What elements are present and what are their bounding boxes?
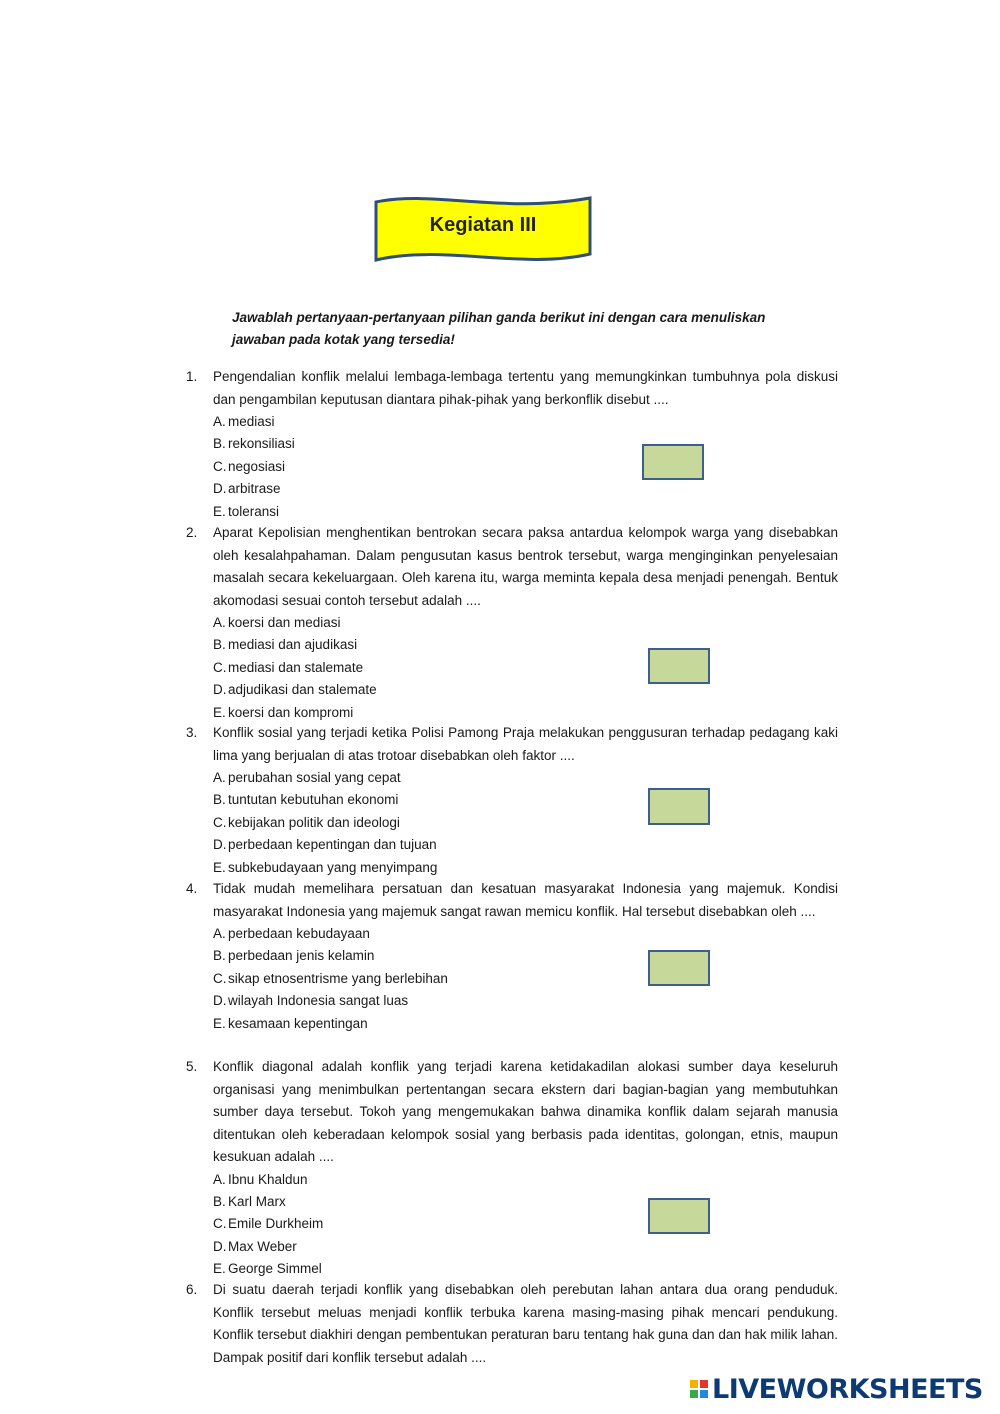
option-d: D. wilayah Indonesia sangat luas (213, 993, 409, 1009)
option-e: E. koersi dan kompromi (213, 704, 354, 720)
question-number: 4. (186, 881, 198, 896)
option-a: A. mediasi (213, 414, 275, 429)
option-a: A. perbedaan kebudayaan (213, 926, 370, 941)
option-e: E. subkebudayaan yang menyimpang (213, 859, 438, 875)
question-4 (186, 878, 838, 1035)
logo-icon (690, 1380, 708, 1398)
answer-box-2[interactable] (648, 648, 710, 684)
option-b: B. tuntutan kebutuhan ekonomi (213, 792, 399, 808)
option-a: A. Ibnu Khaldun (213, 1171, 308, 1187)
question-2 (186, 522, 838, 724)
page-title: Kegiatan III (429, 214, 537, 236)
question-text: Konflik diagonal adalah konflik yang terjadi karena ketidakadilan alokasi sumber daya keseluruh organisasi yang menimbulkan pertentangan secara ekstern dari bagian-bagian yang membutuhkan sumber daya tersebut. Tokoh yang mengemukakan bahwa dinamika konflik dalam sejarah manusia ditentukan oleh keberadaan kelompok sosial yang berbasis pada identitas, golongan, etnis, maupun kesukuan adalah .... (213, 1059, 838, 1164)
question-number: 3. (186, 725, 198, 740)
question-5 (186, 1056, 838, 1281)
option-d: D. arbitrase (213, 481, 281, 497)
title-banner (372, 192, 594, 266)
option-d: D. perbedaan kepentingan dan tujuan (213, 837, 437, 853)
option-c: C. Emile Durkheim (213, 1216, 324, 1232)
question-text: Tidak mudah memelihara persatuan dan kesatuan masyarakat Indonesia yang majemuk. Kondisi masyarakat Indonesia yang majemuk sangat rawan memicu konflik. Hal tersebut disebabkan oleh .... (213, 881, 838, 919)
question-6 (186, 1279, 838, 1369)
answer-box-1[interactable] (642, 444, 704, 480)
instructions: Jawablah pertanyaan-pertanyaan pilihan ganda berikut ini dengan cara menuliskan jawaban pada kotak yang tersedia! (232, 310, 766, 347)
question-number: 6. (186, 1282, 198, 1297)
option-c: C. kebijakan politik dan ideologi (213, 814, 400, 830)
question-number: 2. (186, 525, 198, 540)
question-1 (186, 366, 838, 523)
answer-box-4[interactable] (648, 950, 710, 986)
answer-box-5[interactable] (648, 1198, 710, 1234)
option-c: C. sikap etnosentrisme yang berlebihan (213, 970, 448, 986)
option-b: B. perbedaan jenis kelamin (213, 948, 375, 964)
option-d: D. Max Weber (213, 1238, 297, 1254)
liveworksheets-logo (690, 1374, 983, 1404)
option-b: B. Karl Marx (213, 1193, 286, 1209)
question-number: 5. (186, 1059, 198, 1074)
logo-text: LIVEWORKSHEETS (712, 1373, 983, 1405)
option-e: E. toleransi (213, 503, 280, 519)
question-text: Aparat Kepolisian menghentikan bentrokan secara paksa antardua kelompok warga yang disebabkan oleh kesalahpahaman. Dalam pengusutan kasus bentrok tersebut, warga menginginkan penyelesaian masalah secara kekeluargaan. Oleh karena itu, warga meminta kepala desa menjadi penengah. Bentuk akomodasi sesuai contoh tersebut adalah .... (213, 525, 838, 608)
question-text: Pengendalian konflik melalui lembaga-lembaga tertentu yang memungkinkan tumbuhnya pola diskusi dan pengambilan keputusan diantara pihak-pihak yang berkonflik disebut .... (213, 369, 838, 407)
question-3 (186, 722, 838, 879)
option-b: B. mediasi dan ajudikasi (213, 637, 358, 653)
option-c: C. negosiasi (213, 458, 286, 474)
option-a: A. perubahan sosial yang cepat (213, 770, 401, 785)
answer-box-3[interactable] (648, 788, 710, 825)
option-e: E. kesamaan kepentingan (213, 1015, 368, 1031)
option-a: A. koersi dan mediasi (213, 615, 341, 630)
question-text: Konflik sosial yang terjadi ketika Polisi Pamong Praja melakukan penggusuran terhadap pedagang kaki lima yang berjualan di atas trotoar disebabkan oleh faktor .... (213, 725, 838, 763)
option-d: D. adjudikasi dan stalemate (213, 682, 377, 698)
question-number: 1. (186, 369, 198, 384)
option-c: C. mediasi dan stalemate (213, 659, 364, 675)
question-text: Di suatu daerah terjadi konflik yang disebabkan oleh perebutan lahan antara dua orang penduduk. Konflik tersebut meluas menjadi konflik terbuka karena masing-masing pihak mencari pendukung. Konflik tersebut diakhiri dengan pembentukan peraturan baru tentang hak guna dan dan hak milik lahan. Dampak positif dari konflik tersebut adalah .... (213, 1282, 838, 1365)
option-e: E. George Simmel (213, 1261, 322, 1277)
option-b: B. rekonsiliasi (213, 436, 295, 452)
